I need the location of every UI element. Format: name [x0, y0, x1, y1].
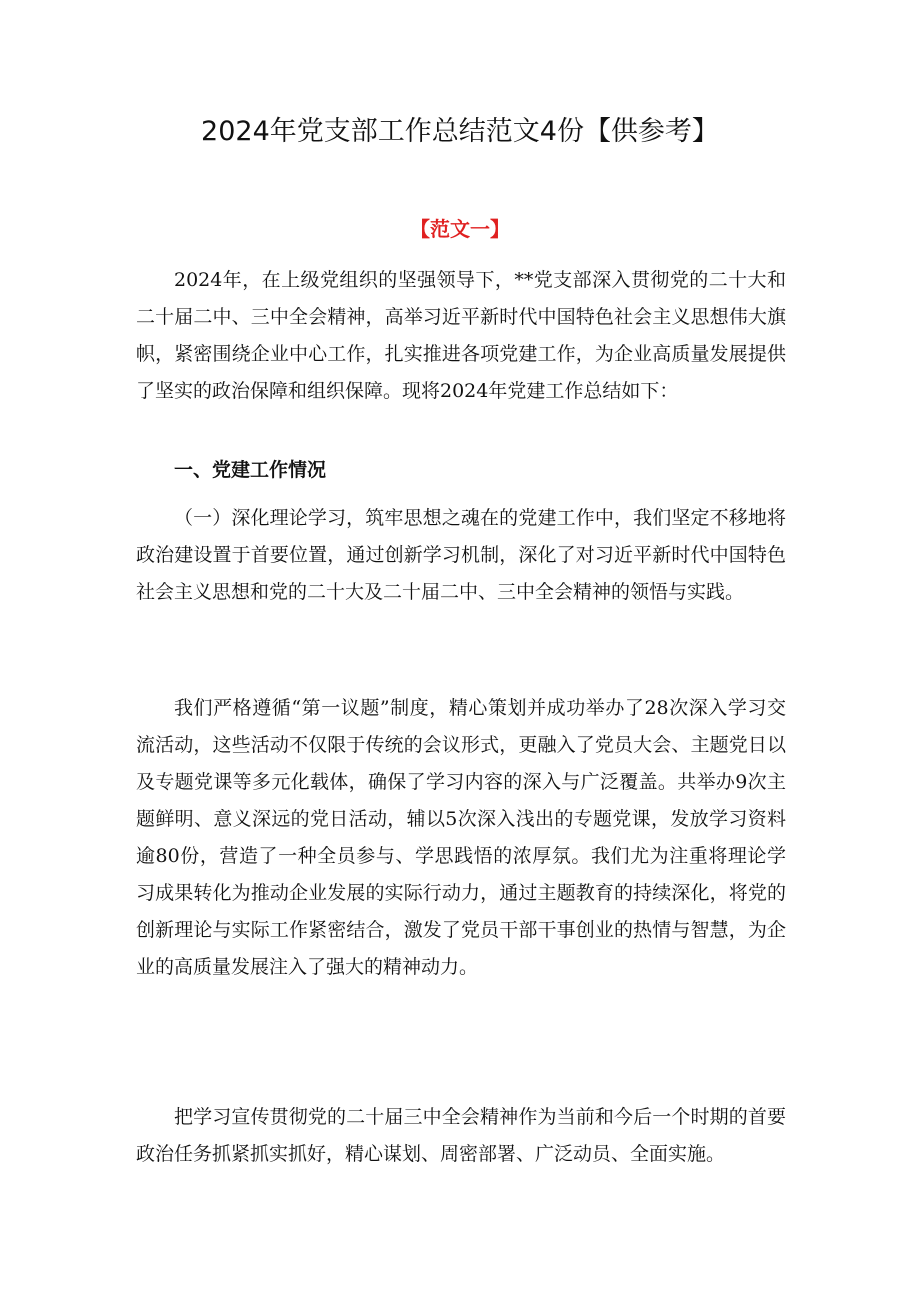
document-title: 2024年党支部工作总结范文4份【供参考】: [201, 116, 719, 147]
section-label: 【范文一】: [410, 217, 510, 241]
paragraph-plenum-spirit: 把学习宣传贯彻党的二十届三中全会精神作为当前和今后一个时期的首要政治任务抓紧抓实抓好，精心谋划、周密部署、广泛动员、全面实施。: [136, 1106, 786, 1165]
paragraph-intro: 2024年，在上级党组织的坚强领导下，**党支部深入贯彻党的二十大和二十届二中、三中全会精神，高举习近平新时代中国特色社会主义思想伟大旗帜，紧密围绕企业中心工作，扎实推进各项党建工作，为企业高质量发展提供了坚实的政治保障和组织保障。现将2024年党建工作总结如下：: [136, 269, 786, 402]
heading-party-work: 一、党建工作情况: [174, 459, 327, 481]
paragraph-theory-study: （一）深化理论学习，筑牢思想之魂在的党建工作中，我们坚定不移地将政治建设置于首要位置，通过创新学习机制，深化了对习近平新时代中国特色社会主义思想和党的二十大及二十届二中、三中全会精神的领悟与实践。: [136, 507, 786, 603]
paragraph-first-agenda: 我们严格遵循“第一议题”制度，精心策划并成功举办了28次深入学习交流活动，这些活动不仅限于传统的会议形式，更融入了党员大会、主题党日以及专题党课等多元化载体，确保了学习内容的深入与广泛覆盖。共举办9次主题鲜明、意义深远的党日活动，辅以5次深入浅出的专题党课，发放学习资料逾80份，营造了一种全员参与、学思践悟的浓厚氛。我们尤为注重将理论学习成果转化为推动企业发展的实际行动力，通过主题教育的持续深化，将党的创新理论与实际工作紧密结合，激发了党员干部干事创业的热情与智慧，为企业的高质量发展注入了强大的精神动力。: [136, 697, 786, 978]
